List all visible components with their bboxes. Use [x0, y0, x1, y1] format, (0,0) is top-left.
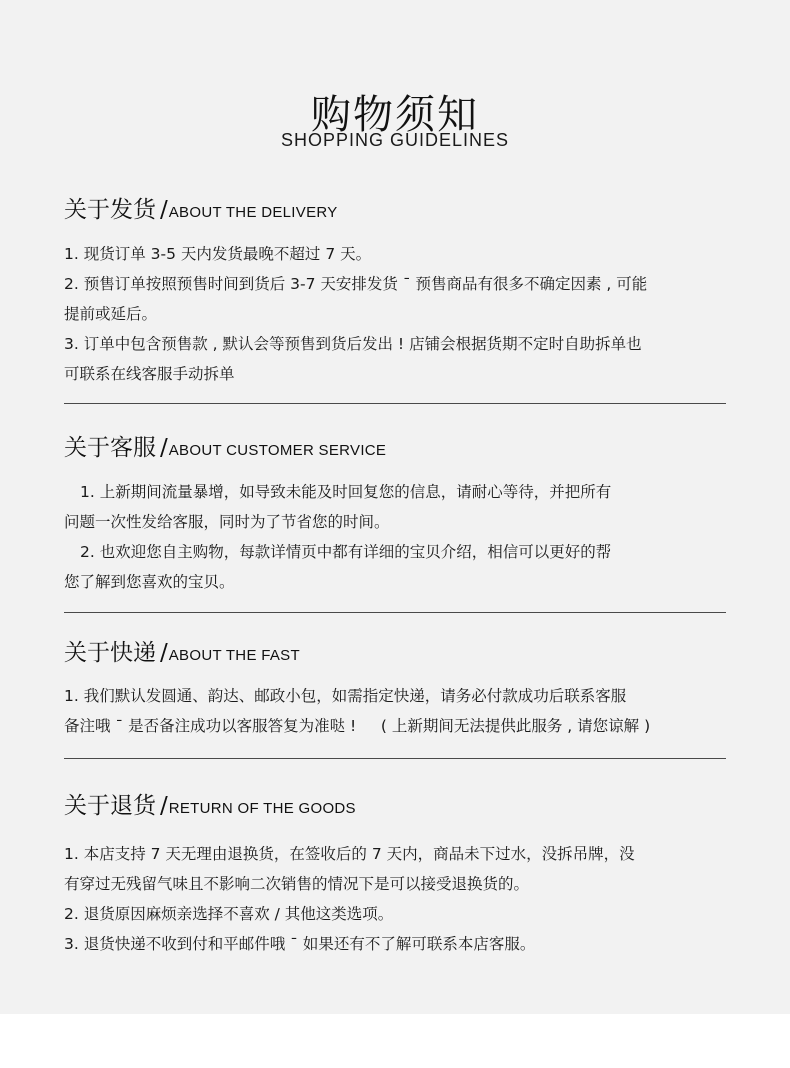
section-returns [64, 789, 726, 959]
page-subtitle: SHOPPING GUIDELINES [280, 130, 510, 150]
heading-slash: / [160, 793, 168, 819]
heading-slash: / [160, 640, 168, 666]
section-line: 问题一次性发给客服，同时为了节省您的时间。 [64, 513, 390, 531]
divider [64, 758, 726, 759]
section-line: 您了解到您喜欢的宝贝。 [64, 573, 235, 591]
heading-en: ABOUT THE FAST [168, 647, 300, 664]
heading-en: ABOUT CUSTOMER SERVICE [168, 442, 387, 459]
section-line: 提前或延后。 [64, 305, 158, 323]
section-delivery [64, 193, 726, 389]
heading-cn: 关于快递 [64, 640, 156, 666]
section-line: 可联系在线客服手动拆单 [64, 365, 235, 383]
divider [64, 403, 726, 404]
section-line: 3. 退货快递不收到付和平邮件哦 ˉ 如果还有不了解可联系本店客服。 [64, 935, 536, 953]
heading-slash: / [160, 197, 168, 223]
divider [64, 612, 726, 613]
section-line: 1. 现货订单 3-5 天内发货最晚不超过 7 天。 [64, 245, 372, 263]
section-line: 备注哦 ˉ 是否备注成功以客服答复为准哒 ! ( 上新期间无法提供此服务 , 请您谅解 ) [64, 717, 651, 735]
heading-cn: 关于客服 [64, 435, 156, 461]
section-heading [64, 431, 726, 465]
heading-en: RETURN OF THE GOODS [168, 800, 356, 817]
heading-cn: 关于退货 [64, 793, 156, 819]
section-customer-service [64, 431, 726, 597]
section-line: 2. 退货原因麻烦亲选择不喜欢 / 其他这类选项。 [64, 905, 394, 923]
section-line: 2. 预售订单按照预售时间到货后 3-7 天安排发货 ˉ 预售商品有很多不确定因素 , 可能 [64, 275, 648, 293]
heading-en: ABOUT THE DELIVERY [168, 204, 338, 221]
bottom-margin [0, 1014, 790, 1068]
section-line: 1. 本店支持 7 天无理由退换货，在签收后的 7 天内，商品未下过水，没拆吊牌，没 [64, 845, 635, 863]
section-heading [64, 193, 726, 227]
heading-cn: 关于发货 [64, 197, 156, 223]
section-line: 2. 也欢迎您自主购物，每款详情页中都有详细的宝贝介绍，相信可以更好的帮 [80, 543, 612, 561]
section-line: 3. 订单中包含预售款 , 默认会等预售到货后发出 ! 店铺会根据货期不定时自助拆单也 [64, 335, 642, 353]
page-title: 购物须知 [311, 91, 479, 138]
section-line: 1. 我们默认发圆通、韵达、邮政小包，如需指定快递，请务必付款成功后联系客服 [64, 687, 627, 705]
heading-slash: / [160, 435, 168, 461]
section-heading [64, 636, 726, 670]
section-line: 1. 上新期间流量暴增，如导致未能及时回复您的信息，请耐心等待，并把所有 [80, 483, 612, 501]
section-line: 有穿过无残留气味且不影响二次销售的情况下是可以接受退换货的。 [64, 875, 530, 893]
section-heading [64, 789, 726, 823]
section-express [64, 636, 726, 741]
